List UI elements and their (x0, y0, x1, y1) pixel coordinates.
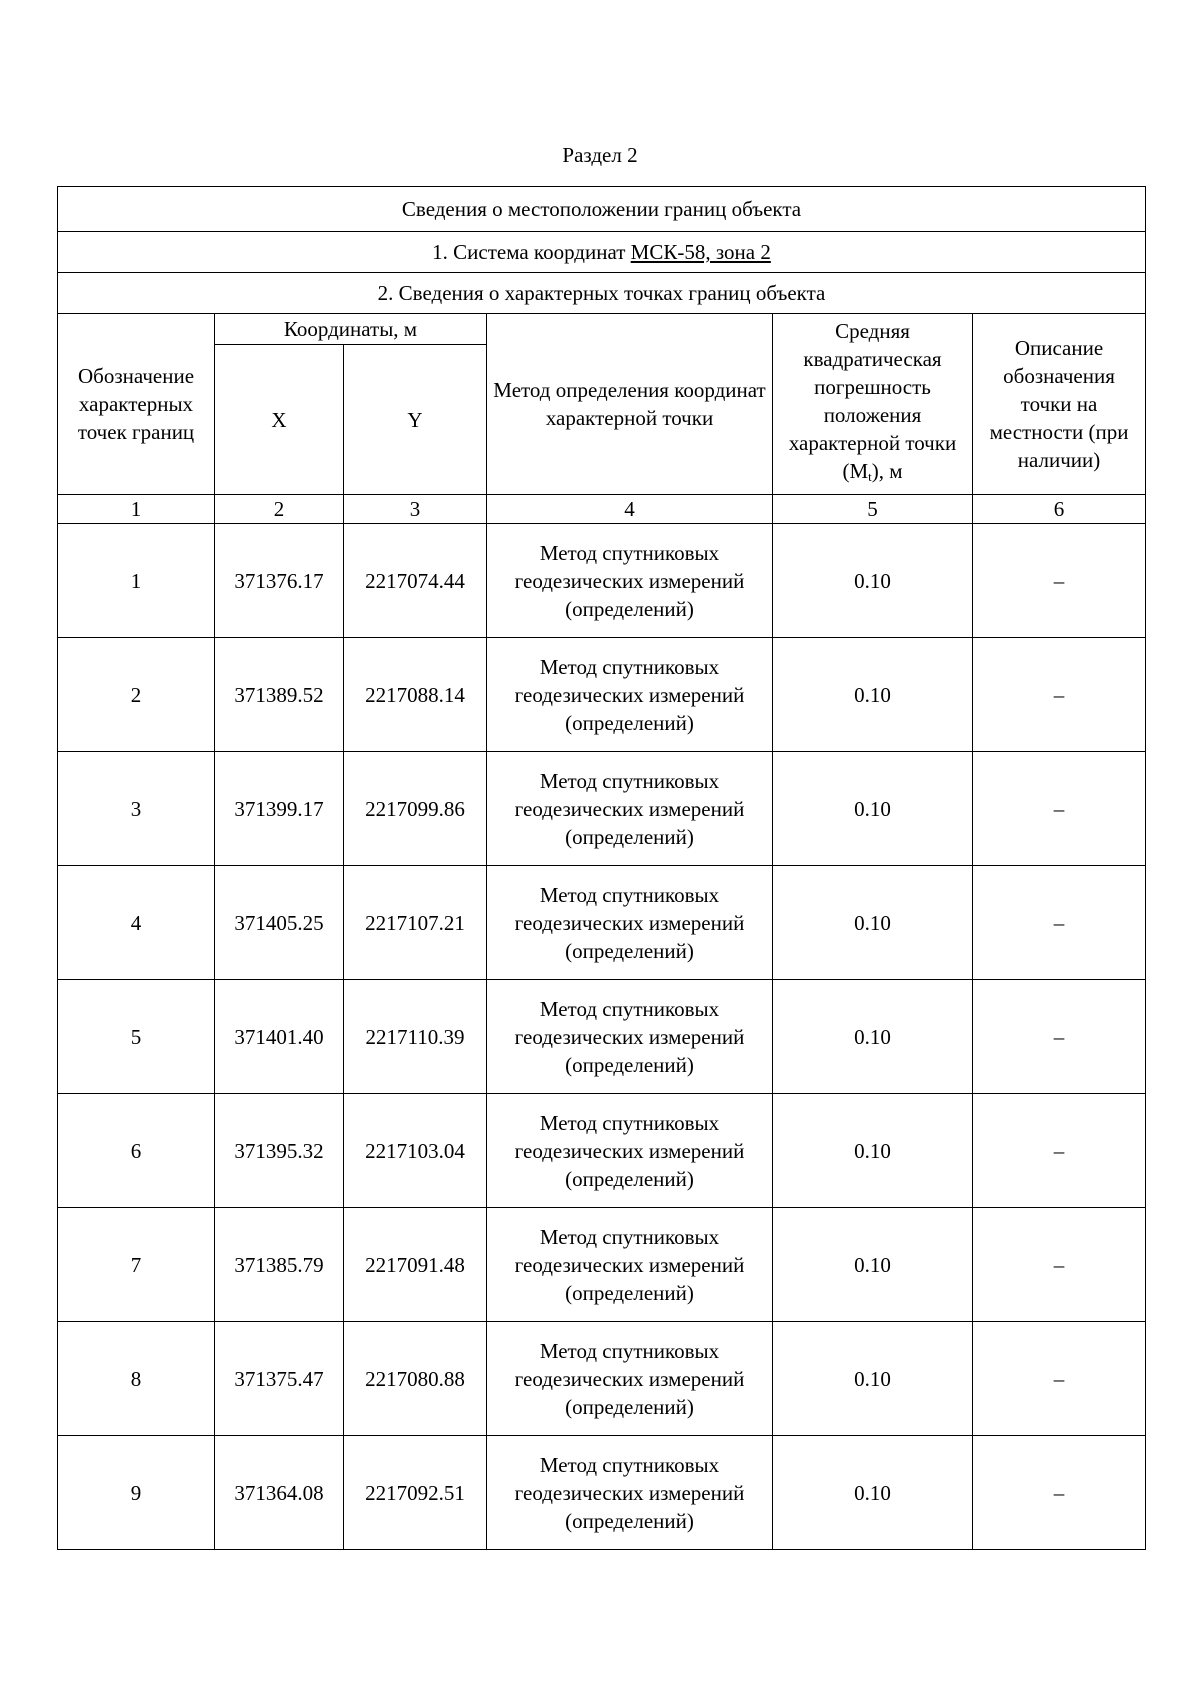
coordinate-system (58, 232, 1146, 273)
coord-y: 2217092.51 (344, 1436, 487, 1550)
method: Метод спутниковых геодезических измерений (определений) (487, 1094, 773, 1208)
description: – (973, 1436, 1146, 1550)
method: Метод спутниковых геодезических измерений (определений) (487, 638, 773, 752)
error-value: 0.10 (773, 866, 973, 980)
point-number: 9 (58, 1436, 215, 1550)
method: Метод спутниковых геодезических измерений (определений) (487, 1436, 773, 1550)
point-number: 8 (58, 1322, 215, 1436)
error-value: 0.10 (773, 638, 973, 752)
coordinate-system-value: МСК-58, зона 2 (630, 240, 771, 264)
coord-x: 371395.32 (215, 1094, 344, 1208)
error-value: 0.10 (773, 524, 973, 638)
coord-x: 371364.08 (215, 1436, 344, 1550)
table-row (58, 1208, 1146, 1322)
coord-x: 371405.25 (215, 866, 344, 980)
description: – (973, 1208, 1146, 1322)
table-row (58, 1322, 1146, 1436)
column-number: 4 (487, 495, 773, 524)
coord-x: 371385.79 (215, 1208, 344, 1322)
table-row (58, 524, 1146, 638)
table-row (58, 1094, 1146, 1208)
coord-y: 2217103.04 (344, 1094, 487, 1208)
method: Метод спутниковых геодезических измерений (определений) (487, 866, 773, 980)
table-title: Сведения о местоположении границ объекта (58, 187, 1146, 232)
point-number: 7 (58, 1208, 215, 1322)
coord-x: 371375.47 (215, 1322, 344, 1436)
error-value: 0.10 (773, 752, 973, 866)
coord-y: 2217107.21 (344, 866, 487, 980)
coord-y: 2217110.39 (344, 980, 487, 1094)
column-number: 2 (215, 495, 344, 524)
coord-y: 2217074.44 (344, 524, 487, 638)
method: Метод спутниковых геодезических измерений (определений) (487, 752, 773, 866)
description: – (973, 866, 1146, 980)
point-number: 6 (58, 1094, 215, 1208)
header-method: Метод определения координат характерной точки (487, 314, 773, 495)
coordinate-system-label: 1. Система координат (432, 240, 631, 264)
point-number: 2 (58, 638, 215, 752)
coord-y: 2217088.14 (344, 638, 487, 752)
section-title: Раздел 2 (562, 143, 638, 167)
coord-y: 2217099.86 (344, 752, 487, 866)
error-value: 0.10 (773, 980, 973, 1094)
method: Метод спутниковых геодезических измерений (определений) (487, 1208, 773, 1322)
error-value: 0.10 (773, 1208, 973, 1322)
coord-y: 2217080.88 (344, 1322, 487, 1436)
header-error-label: Средняя квадратическая погрешность положения характерной точки (M (788, 319, 957, 483)
description: – (973, 1322, 1146, 1436)
point-number: 1 (58, 524, 215, 638)
coord-x: 371399.17 (215, 752, 344, 866)
header-coordinates: Координаты, м (215, 314, 487, 345)
method: Метод спутниковых геодезических измерений (определений) (487, 980, 773, 1094)
header-x: X (215, 345, 344, 495)
error-value: 0.10 (773, 1322, 973, 1436)
coord-y: 2217091.48 (344, 1208, 487, 1322)
header-error-subscript: t (868, 469, 872, 484)
coord-x: 371389.52 (215, 638, 344, 752)
header-y: Y (344, 345, 487, 495)
description: – (973, 1094, 1146, 1208)
header-description: Описание обозначения точки на местности (при наличии) (973, 314, 1146, 495)
description: – (973, 524, 1146, 638)
column-number: 3 (344, 495, 487, 524)
table-row (58, 866, 1146, 980)
header-error-unit: ), м (871, 459, 903, 483)
method: Метод спутниковых геодезических измерений (определений) (487, 1322, 773, 1436)
error-value: 0.10 (773, 1094, 973, 1208)
column-number: 5 (773, 495, 973, 524)
error-value: 0.10 (773, 1436, 973, 1550)
description: – (973, 752, 1146, 866)
description: – (973, 980, 1146, 1094)
table-row (58, 752, 1146, 866)
coord-x: 371401.40 (215, 980, 344, 1094)
point-number: 3 (58, 752, 215, 866)
method: Метод спутниковых геодезических измерений (определений) (487, 524, 773, 638)
header-error (773, 314, 973, 495)
header-designation: Обозначение характерных точек границ (58, 314, 215, 495)
point-number: 4 (58, 866, 215, 980)
table-row (58, 638, 1146, 752)
points-title: 2. Сведения о характерных точках границ объекта (58, 273, 1146, 314)
coord-x: 371376.17 (215, 524, 344, 638)
boundary-table (57, 186, 1146, 1550)
table-row (58, 1436, 1146, 1550)
column-number-row (58, 495, 1146, 524)
table-row (58, 980, 1146, 1094)
column-number: 1 (58, 495, 215, 524)
point-number: 5 (58, 980, 215, 1094)
column-number: 6 (973, 495, 1146, 524)
description: – (973, 638, 1146, 752)
